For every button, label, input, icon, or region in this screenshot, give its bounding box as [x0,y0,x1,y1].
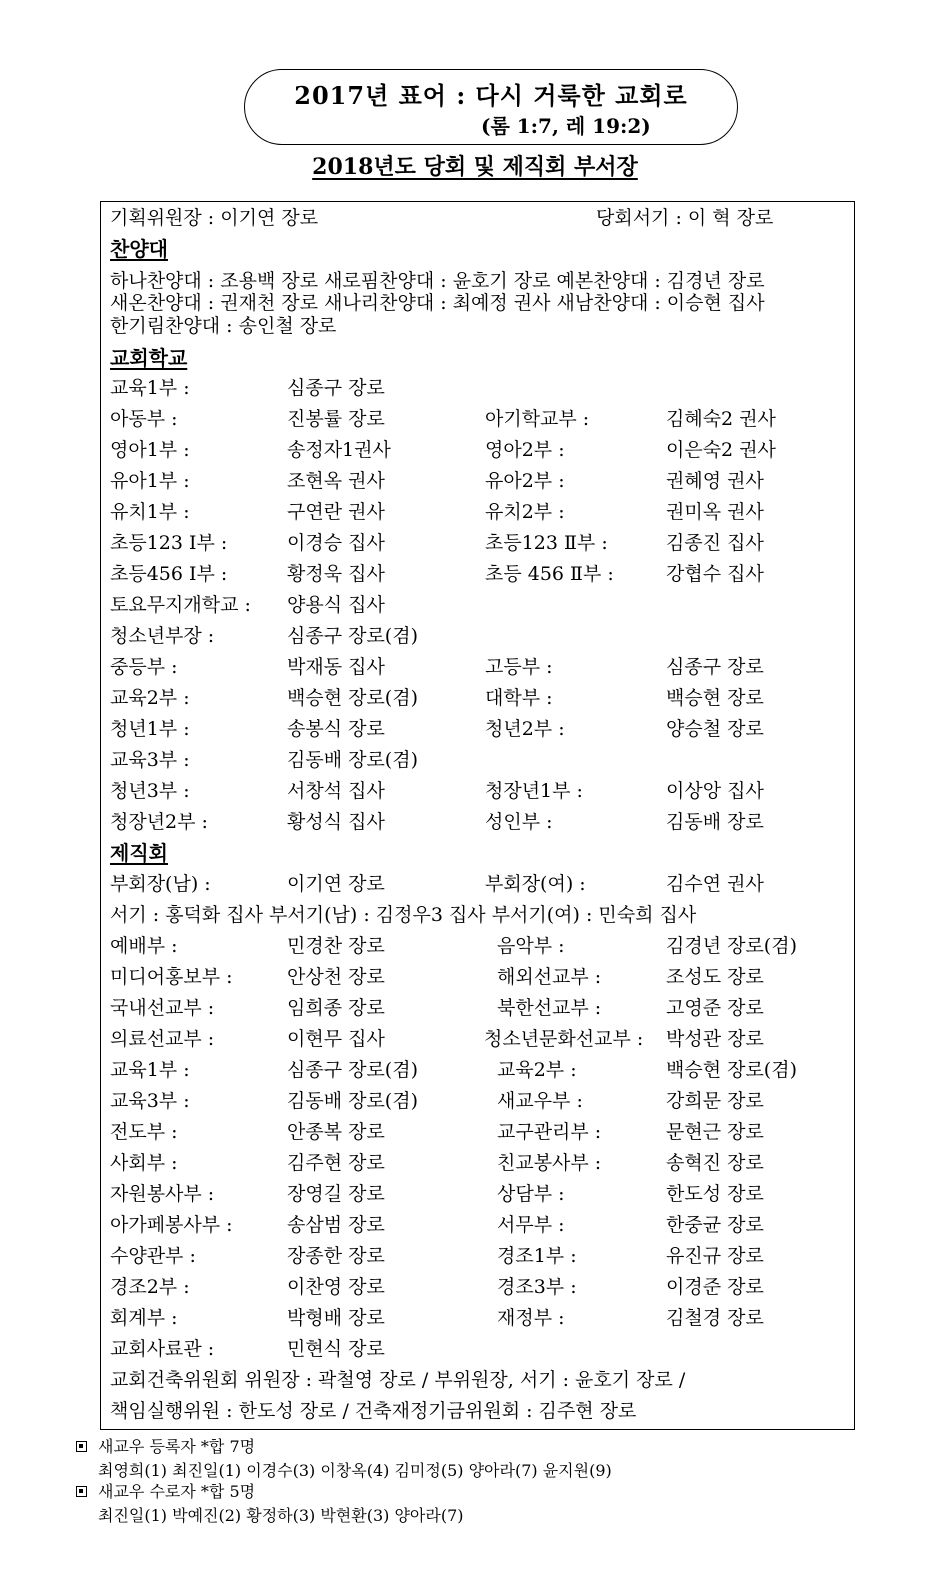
dept-head: 김동배 장로(겸) [287,1090,418,1112]
dept-head: 구연란 권사 [287,501,385,523]
dept-head: 송혁진 장로 [666,1152,764,1174]
dept-label: 교육3부 : [110,1090,190,1112]
dept-head: 진봉률 장로 [287,408,385,430]
dept-label: 부회장(남) : [110,873,211,895]
motto-reference: (롬 1:7, 레 19:2) [481,114,651,138]
dept-head: 심종구 장로 [666,656,764,678]
dept-label: 청년1부 : [110,718,190,740]
dept-head: 고영준 장로 [666,997,764,1019]
dept-head: 이현무 집사 [287,1028,385,1050]
dept-head: 김동배 장로(겸) [287,749,418,771]
choir-line: 한기림찬양대 : 송인철 장로 [110,315,337,337]
building-committee: 교회건축위원회 위원장 : 곽철영 장로 / 부위원장, 서기 : 윤호기 장로 / [110,1369,686,1391]
dept-head: 황성식 집사 [287,811,385,833]
dept-head: 이기연 장로 [287,873,385,895]
session-secretary: 당회서기 : 이 혁 장로 [596,207,774,229]
dept-label: 청년2부 : [485,718,565,740]
choir-line: 새온찬양대 : 권재천 장로 새나리찬양대 : 최예정 권사 새남찬양대 : 이승현 집사 [110,292,765,314]
dept-head: 장종한 장로 [287,1245,385,1267]
dept-label: 경조2부 : [110,1276,190,1298]
dept-head: 심종구 장로(겸) [287,1059,418,1081]
dept-head: 양승철 장로 [666,718,764,740]
dept-label: 해외선교부 : [497,966,602,988]
dept-label: 아기학교부 : [485,408,590,430]
motto-banner [244,69,738,145]
dept-head: 강협수 집사 [666,563,764,585]
dept-head: 권미옥 권사 [666,501,764,523]
dept-label: 서무부 : [497,1214,565,1236]
dept-label: 경조3부 : [497,1276,577,1298]
dept-label: 중등부 : [110,656,178,678]
dept-head: 한중균 장로 [666,1214,764,1236]
new-members-title: 새교우 등록자 *합 7명 [98,1437,256,1456]
dept-label: 교회사료관 : [110,1338,215,1360]
dept-head: 유진규 장로 [666,1245,764,1267]
dept-label: 부회장(여) : [485,873,586,895]
dept-label: 고등부 : [485,656,553,678]
dept-label: 의료선교부 : [110,1028,215,1050]
dept-head: 이경준 장로 [666,1276,764,1298]
council-secretaries: 서기 : 홍덕화 집사 부서기(남) : 김정우3 집사 부서기(여) : 민숙희 집사 [110,904,697,926]
dept-head: 송삼범 장로 [287,1214,385,1236]
dept-head: 이찬영 장로 [287,1276,385,1298]
dept-label: 청년3부 : [110,780,190,802]
dept-head: 양용식 집사 [287,594,385,616]
dept-label: 미디어홍보부 : [110,966,233,988]
dept-head: 백승현 장로 [666,687,764,709]
dept-head: 백승현 장로(겸) [287,687,418,709]
dept-head: 박성관 장로 [666,1028,764,1050]
dept-label: 초등 456 Ⅱ부 : [485,563,614,585]
dept-head: 민현식 장로 [287,1338,385,1360]
dept-label: 교육1부 : [110,377,190,399]
dept-head: 이경승 집사 [287,532,385,554]
dept-head: 심종구 장로 [287,377,385,399]
dept-label: 초등123 Ⅱ부 : [485,532,608,554]
school-heading: 교회학교 [110,346,188,370]
dept-head: 민경찬 장로 [287,935,385,957]
council-heading: 제직회 [110,841,168,865]
dept-label: 아가페봉사부 : [110,1214,233,1236]
dept-head: 박형배 장로 [287,1307,385,1329]
dept-label: 자원봉사부 : [110,1183,215,1205]
dept-label: 예배부 : [110,935,178,957]
dept-head: 김주현 장로 [287,1152,385,1174]
dept-head: 조성도 장로 [666,966,764,988]
page-title: 2018년도 당회 및 제직회 부서장 [312,154,638,180]
dept-label: 유치2부 : [485,501,565,523]
dept-head: 장영길 장로 [287,1183,385,1205]
dept-label: 성인부 : [485,811,553,833]
dept-head: 김수연 권사 [666,873,764,895]
dept-head: 이은숙2 권사 [666,439,776,461]
choir-heading: 찬양대 [110,237,168,261]
dept-label: 청장년1부 : [485,780,583,802]
dept-label: 상담부 : [497,1183,565,1205]
dept-head: 김경년 장로(겸) [666,935,797,957]
planning-chair: 기획위원장 : 이기연 장로 [110,207,319,229]
dept-label: 교구관리부 : [497,1121,602,1143]
choir-line: 하나찬양대 : 조용백 장로 새로핌찬양대 : 윤호기 장로 예본찬양대 : 김경년 장로 [110,270,765,292]
dept-label: 국내선교부 : [110,997,215,1019]
dept-head: 김철경 장로 [666,1307,764,1329]
dept-label: 교육3부 : [110,749,190,771]
dept-label: 재정부 : [497,1307,565,1329]
dept-head: 조현옥 권사 [287,470,385,492]
dept-label: 교육2부 : [497,1059,577,1081]
dept-label: 영아2부 : [485,439,565,461]
dept-label: 교육2부 : [110,687,190,709]
dept-head: 한도성 장로 [666,1183,764,1205]
dept-head: 임희종 장로 [287,997,385,1019]
dept-label: 전도부 : [110,1121,178,1143]
dept-label: 청소년문화선교부 : [484,1028,644,1050]
dept-head: 박재동 집사 [287,656,385,678]
dept-label: 대학부 : [485,687,553,709]
dept-head: 안상천 장로 [287,966,385,988]
square-bullet-icon [76,1486,87,1497]
building-committee: 책임실행위원 : 한도성 장로 / 건축재정기금위원회 : 김주현 장로 [110,1400,637,1422]
dept-head: 권혜영 권사 [666,470,764,492]
dept-label: 청장년2부 : [110,811,208,833]
dept-label: 영아1부 : [110,439,190,461]
square-bullet-icon [76,1441,87,1452]
new-members-list: 최영희(1) 최진일(1) 이경수(3) 이창옥(4) 김미정(5) 양아라(7) 윤지원(9) [98,1461,612,1480]
dept-label: 사회부 : [110,1152,178,1174]
dept-label: 경조1부 : [497,1245,577,1267]
motto-title: 2017년 표어 : 다시 거룩한 교회로 [294,81,688,110]
dept-head: 송봉식 장로 [287,718,385,740]
dept-label: 유아2부 : [485,470,565,492]
dept-head: 송정자1권사 [287,439,391,461]
dept-label: 초등456 Ⅰ부 : [110,563,228,585]
dept-label: 새교우부 : [497,1090,583,1112]
dept-label: 유아1부 : [110,470,190,492]
dept-label: 교육1부 : [110,1059,190,1081]
dept-label: 음악부 : [497,935,565,957]
dept-head: 강희문 장로 [666,1090,764,1112]
dept-label: 청소년부장 : [110,625,215,647]
dept-head: 이상앙 집사 [666,780,764,802]
dept-label: 토요무지개학교 : [110,594,251,616]
dept-head: 문현근 장로 [666,1121,764,1143]
dept-label: 회계부 : [110,1307,178,1329]
dept-head: 서창석 집사 [287,780,385,802]
dept-head: 심종구 장로(겸) [287,625,418,647]
dept-head: 김혜숙2 권사 [666,408,776,430]
graduates-list: 최진일(1) 박예진(2) 황정하(3) 박현환(3) 양아라(7) [98,1506,464,1525]
dept-label: 수양관부 : [110,1245,196,1267]
dept-head: 황정욱 집사 [287,563,385,585]
dept-head: 김종진 집사 [666,532,764,554]
graduates-title: 새교우 수로자 *합 5명 [98,1482,256,1501]
dept-label: 북한선교부 : [497,997,602,1019]
dept-label: 초등123 Ⅰ부 : [110,532,228,554]
dept-head: 김동배 장로 [666,811,764,833]
dept-label: 친교봉사부 : [497,1152,602,1174]
dept-label: 아동부 : [110,408,178,430]
dept-head: 안종복 장로 [287,1121,385,1143]
dept-label: 유치1부 : [110,501,190,523]
dept-head: 백승현 장로(겸) [666,1059,797,1081]
